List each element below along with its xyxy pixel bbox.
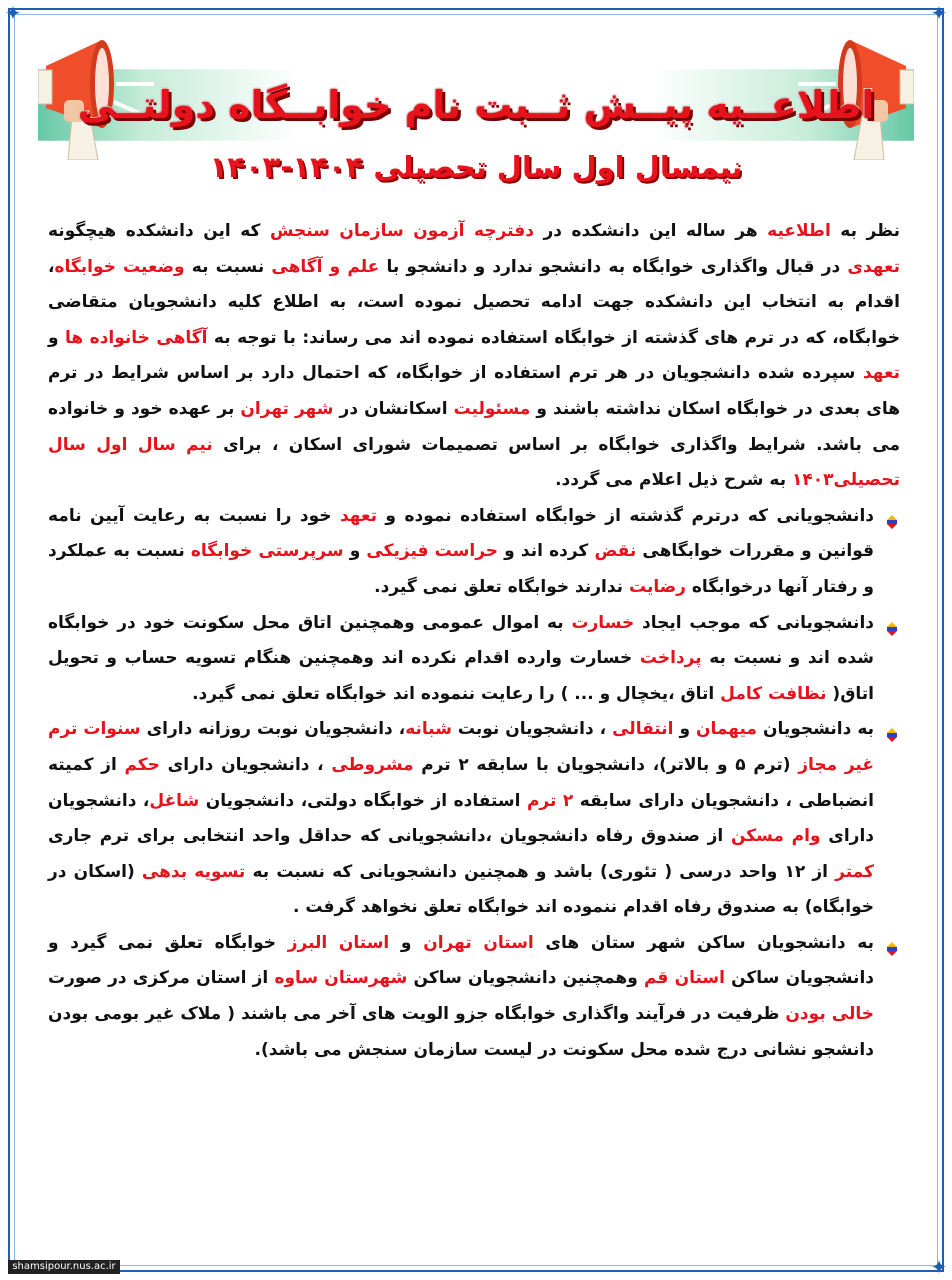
body-text: که این دانشکده هیچگونه <box>48 221 270 241</box>
bullet-arrow-icon <box>884 935 900 951</box>
body-text: بر عهده خود و خانواده می باشد. شرایط واگذاری خوابگاه بر اساس تصمیمات شورای اسکان ، برای <box>48 398 900 455</box>
body-text: ، دانشجویان نوبت <box>451 719 613 740</box>
title-container <box>77 66 875 144</box>
body-text: ، دانشجویان دارای <box>159 754 332 775</box>
highlight-text: آگاهی خانواده ها <box>65 327 208 348</box>
highlight-text: حراست فیزیکی <box>366 541 499 562</box>
highlight-text: نیم سال اول سال تحصیلی۱۴۰۳ <box>48 434 900 491</box>
highlight-text: تسویه بدهی <box>141 861 246 882</box>
highlight-text: میهمان <box>695 719 757 740</box>
highlight-text: خالی بودن <box>785 1004 874 1025</box>
body-text: از صندوق رفاه دانشجویان ،دانشجویانی که حداقل واحد انتخابی برای ترم جاری <box>48 826 731 847</box>
body-text: ، اقدام به انتخاب این دانشکده جهت ادامه تحصیل نموده است، به اطلاع کلیه دانشجویان متقاضی خوابگاه، که در ترم های گذشته از خوابگاه استفاده نموده اند می رساند: با توجه به <box>48 256 900 348</box>
star-icon: ✦ <box>930 1255 948 1279</box>
highlight-text: کمتر <box>835 861 874 882</box>
highlight-text: وضعیت خوابگاه <box>54 256 185 277</box>
highlight-text: شهرستان ساوه <box>274 968 408 989</box>
body-text: از استان مرکزی در صورت <box>48 968 275 989</box>
body-text: (اسکان در خوابگاه) به صندوق رفاه اقدام ننموده اند خوابگاه تعلق نخواهد گرفت . <box>48 861 874 918</box>
body-text: اسکانشان در <box>333 398 454 419</box>
body-text: دانشجویانی که درترم گذشته از خوابگاه استفاده نموده و <box>376 505 874 526</box>
body-text: خود را نسبت به رعایت آیین نامه قوانین و مقررات خوابگاهی <box>48 505 875 562</box>
body-text: و <box>343 541 367 562</box>
highlight-text: استان قم <box>643 968 725 989</box>
highlight-text: مسئولیت <box>453 398 531 419</box>
body-text: هر ساله این دانشکده در <box>533 221 768 241</box>
body-text: استفاده از خوابگاه دولتی، دانشجویان <box>199 790 527 811</box>
body-text: از ۱۲ واحد درسی ( تئوری) باشد و همچنین دانشجویانی که نسبت به <box>245 861 836 882</box>
body-text: ندارند خوابگاه تعلق نمی گیرد. <box>374 576 629 597</box>
highlight-text: تعهدی <box>847 256 900 277</box>
body-text: و <box>673 719 696 740</box>
highlight-text: نظافت کامل <box>720 683 827 704</box>
list-item <box>48 499 900 606</box>
highlight-text: نقض <box>594 541 637 562</box>
body-text: کرده اند و <box>498 541 595 562</box>
highlight-text: رضایت <box>628 576 686 597</box>
body-text: نسبت به عملکرد و رفتار آنها درخوابگاه <box>48 541 874 597</box>
page-subtitle: نیمسال اول سال تحصیلی ۱۴۰۴-۱۴۰۳ <box>209 150 743 184</box>
highlight-text: وام مسکن <box>730 826 821 847</box>
highlight-text: خسارت <box>571 612 635 633</box>
highlight-text: حکم <box>124 754 160 775</box>
body-text: نظر به <box>830 221 900 241</box>
body-text: اتاق ،یخچال و ... ) را رعایت ننموده اند خوابگاه تعلق نمی گیرد. <box>192 683 721 704</box>
header-banner <box>38 36 914 160</box>
bullet-arrow-icon <box>884 615 900 631</box>
site-url: shamsipour.nus.ac.ir <box>8 1260 120 1274</box>
body-text: به دانشجویان ساکن شهر ستان های <box>533 932 875 953</box>
star-icon: ✦ <box>4 1 22 25</box>
intro-paragraph <box>48 214 900 499</box>
highlight-text: اطلاعیه <box>767 221 831 241</box>
body-text: به اموال عمومی وهمچنین اتاق محل سکونت خود در خوابگاه شده اند و نسبت به <box>48 612 874 669</box>
highlight-text: ۲ ترم <box>526 790 574 811</box>
star-icon: ✦ <box>930 1 948 25</box>
body-text: به دانشجویان <box>756 719 875 740</box>
body-text: و <box>48 327 66 348</box>
highlight-text: انتقالی <box>612 719 674 740</box>
highlight-text: استان تهران <box>423 932 534 953</box>
highlight-text: پرداخت <box>639 648 702 669</box>
highlight-text: استان البرز <box>287 932 390 953</box>
highlight-text: سرپرستی خوابگاه <box>190 541 344 562</box>
conditions-list <box>48 499 900 1069</box>
highlight-text: شهر تهران <box>240 398 334 419</box>
highlight-text: مشروطی <box>331 754 414 775</box>
highlight-text: شبانه <box>405 719 452 740</box>
body-text: ، دانشجویان دارای <box>48 790 874 847</box>
body-text: دانشجویانی که موجب ایجاد <box>634 612 874 633</box>
highlight-text: تعهد <box>862 363 900 384</box>
highlight-text: تعهد <box>339 505 377 526</box>
highlight-text: علم و آگاهی <box>271 256 380 277</box>
bullet-arrow-icon <box>884 721 900 737</box>
body-text: (ترم ۵ و بالاتر)، دانشجویان با سابقه ۲ ترم <box>413 754 799 775</box>
list-item <box>48 606 900 713</box>
body-text: به شرح ذیل اعلام می گردد. <box>555 470 793 491</box>
body-text: سپرده شده دانشجویان در هر ترم استفاده از خوابگاه، که احتمال دارد بر اساس شرایط در ترم های بعدی در خوابگاه اسکان نداشته باشند و <box>48 363 900 419</box>
page-title: اطلاعــیه پیــش ثــبت نام خوابــگاه دولتــی <box>77 83 875 127</box>
body-text: وهمچنین دانشجویان ساکن <box>407 968 644 989</box>
body-text: نسبت به <box>184 256 272 277</box>
bullet-arrow-icon <box>884 508 900 524</box>
highlight-text: دفترچه آزمون سازمان سنجش <box>269 221 534 241</box>
body-text: ، دانشجویان نوبت روزانه دارای <box>140 719 406 740</box>
body-text: و <box>389 932 424 953</box>
list-item <box>48 926 900 1068</box>
body-text: در قبال واگذاری خوابگاه به دانشجو ندارد و دانشجو با <box>379 256 848 277</box>
highlight-text: سنوات ترم غیر مجاز <box>48 719 874 775</box>
list-item <box>48 712 900 926</box>
body-text: خسارت وارده اقدام نکرده اند وهمچنین هنگام تسویه حساب و تحویل اتاق( <box>48 648 874 704</box>
announcement-body <box>48 214 900 1068</box>
body-text: خوابگاه تعلق نمی گیرد و دانشجویان ساکن <box>48 932 874 989</box>
body-text: از کمیته انضباطی ، دانشجویان دارای سابقه <box>48 754 874 811</box>
highlight-text: شاغل <box>149 790 200 811</box>
body-text: ظرفیت در فرآیند واگذاری خوابگاه جزو الویت های آخر می باشند ( ملاک غیر بومی بودن دانشجو نشانی درج شده محل سکونت در لیست سازمان سنجش می باشد). <box>48 1004 874 1060</box>
